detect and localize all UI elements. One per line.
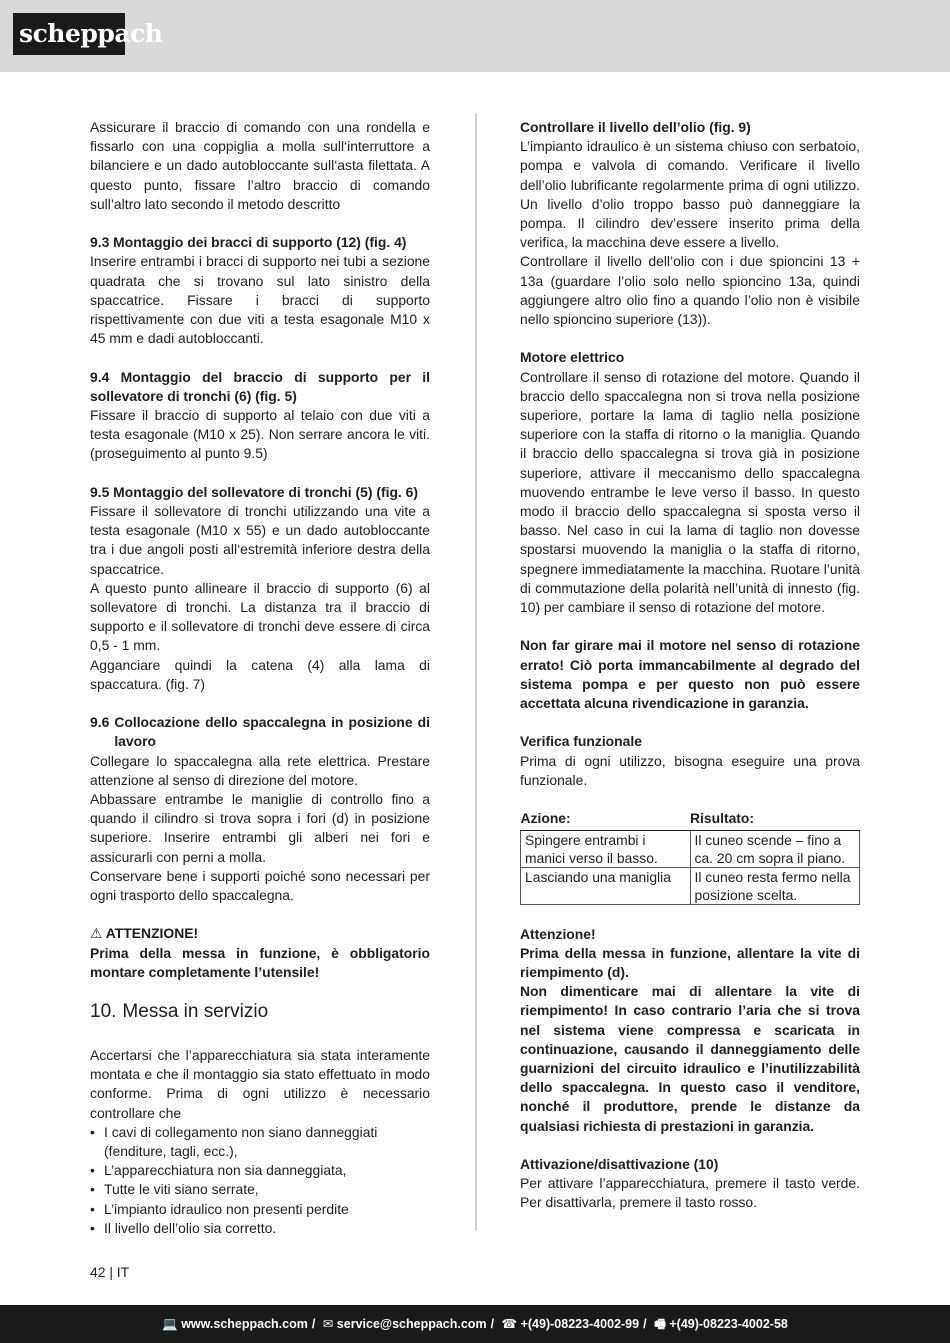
motor-warning: Non far girare mai il motore nel senso di rotazione errato! Ciò porta immancabilmente al degrado del sistema pompa e per questo non può essere accettata alcuna rivendicazione in garanzia. [520,637,860,712]
warning-body: Prima della messa in funzione, è obbligatorio montare completamente l’utensile! [90,944,430,980]
section-9-6-number: 9.6 [90,714,110,731]
motor-body: Controllare il senso di rotazione del motore. Quando il braccio dello spaccalegna non si trova nella posizione superiore, portare la lama di taglio nella posizione superiore con la staffa di ritorno o la maniglia. Quando il braccio dello spaccalegna si trova già in posizione superiore, attivare il meccanismo dello spaccalegna muovendo entrambe le leve verso il basso. In questo modo il braccio dello spaccalegna si sposta verso il basso. Nel caso in cui la lama di taglio non dovesse spostarsi muovendo la maniglia o la staffa di ritorno, spegnere immediatamente la macchina. Ruotare l’unità di commutazione della polarità nell’unità di innesto (fig. 10) per cambiare il senso di rotazione del motore. [520,368,860,616]
table-row [521,868,860,905]
section-10-body: Accertarsi che l’apparecchiatura sia stata interamente montata e che il montaggio sia stato effettuato in modo conforme. Prima di ogni utilizzo è necessario controllare che [90,1047,430,1121]
section-10-heading [90,1000,430,1024]
left-column [90,118,430,1238]
list-item: • L’impianto idraulico non presenti perdite [90,1200,430,1219]
intro-paragraph: Assicurare il braccio di comando con una rondella e fissarlo con una coppiglia a molla sull‘interruttore a bilanciere e un dado autobloccante sull‘asta filettata. A questo punto, fissare l’altro braccio di comando sull’altro lato secondo il metodo descritto [90,119,430,212]
list-item: • L’apparecchiatura non sia danneggiata, [90,1161,430,1180]
footer-separator: / [490,1317,495,1331]
section-10-title: Messa in servizio [122,1001,269,1023]
attention-body-2: Non dimenticare mai di allentare la vite di riempimento! In caso contrario l’aria che si trova nel sistema viene compressa e scaricata in continuazione, causando il danneggiamento delle guarnizioni del circuito idraulico e l’inutilizzabilità dello spaccalegna. In questo caso il venditore, nonché il produttore, prende le distanze da qualsiasi richiesta di prestazioni in garanzia. [520,983,860,1134]
section-9-6-body-2: Abbassare entrambe le maniglie di controllo fino a quando il cilindro si trova sopra i fori (d) in posizione superiore. Inserire entrambi gli alberi nei fori e assicurarli con perni a molla. [90,791,430,865]
footer-separator: / [311,1317,316,1331]
section-9-3-heading: 9.3 Montaggio dei bracci di supporto (12) (fig. 4) [90,234,407,251]
section-9-4-heading: 9.4 Montaggio del braccio di supporto per il sollevatore di tronchi (6) (fig. 5) [90,368,430,404]
section-9-6-title: Collocazione dello spaccalegna in posizione di lavoro [114,714,430,750]
page-number-value: 42 [90,1264,106,1280]
page-number-separator: | [109,1264,113,1280]
phone-number: +(49)-08223-4002-99 [520,1317,640,1331]
website-link[interactable]: www.scheppach.com [181,1317,308,1331]
list-item: • I cavi di collegamento non siano danneggiati (fenditure, tagli, ecc.), [90,1123,430,1161]
column-header-action: Azione: [521,809,691,831]
attention-body-1: Prima della messa in funzione, allentare la vite di riempimento (d). [520,944,860,981]
section-9-5-heading: 9.5 Montaggio del sollevatore di tronchi (5) (fig. 6) [90,483,419,500]
table-cell-result: Il cuneo scende – fino a ca. 20 cm sopra il piano. [690,831,860,868]
table-row [521,831,860,868]
motor-heading: Motore elettrico [520,349,625,366]
section-9-5-body-3: Agganciare quindi la catena (4) alla lama di spaccatura. (fig. 7) [90,656,430,692]
page-language: IT [116,1264,130,1280]
column-header-result: Risultato: [690,809,860,831]
computer-icon: 💻 [162,1317,178,1331]
section-9-4-body: Fissare il braccio di supporto al telaio con due viti a testa esagonale (M10 x 25). Non serrare ancora le viti. (proseguimento al punto 9.5) [90,407,430,462]
table-cell-action: Lasciando una maniglia [521,868,691,905]
phone-icon: ☎ [501,1317,518,1331]
section-10-number: 10. [90,1001,117,1023]
list-item: • Tutte le viti siano serrate, [90,1180,430,1199]
table-cell-result: Il cuneo resta fermo nella posizione scelta. [690,868,860,905]
footer-separator: / [643,1317,647,1331]
section-9-3-body: Inserire entrambi i bracci di supporto nei tubi a sezione quadrata che si trovano sul lato sinistro della spaccatrice. Fissare i bracci di supporto rispettivamente con due viti a testa esagonale M10 x 45 mm e dadi autobloccanti. [90,253,430,347]
footer-contact-bar [0,1305,950,1343]
oil-level-body-2: Controllare il livello dell’olio con i due spioncini 13 + 13a (guardare l’olio solo nello spioncino 13a, quindi aggiungere altro olio fino a quando l’olio non è visibile nello spioncino superiore (13)). [520,253,860,328]
right-column [520,118,860,1213]
function-check-heading: Verifica funzionale [520,733,642,750]
scheppach-logo: scheppach [13,13,125,55]
fax-number: +(49)-08223-4002-58 [669,1317,788,1331]
email-link[interactable]: service@scheppach.com [336,1317,487,1331]
attention-heading: Attenzione! [520,925,596,942]
fax-icon: 🖷 [654,1317,666,1331]
section-9-5-body-1: Fissare il sollevatore di tronchi utilizzando una vite a testa esagonale (M10 x 55) e un dado autobloccante tra i due angoli posti all‘estremità inferiore destra della spaccatrice. [90,503,430,577]
table-cell-action: Spingere entrambi i manici verso il basso. [521,831,691,868]
envelope-icon: ✉ [322,1317,334,1331]
function-check-body: Prima di ogni utilizzo, bisogna eseguire una prova funzionale. [520,752,860,788]
column-divider [475,113,477,1231]
oil-level-heading: Controllare il livello dell’olio (fig. 9) [520,119,751,135]
warning-triangle-icon: ⚠ [90,925,103,942]
on-off-heading: Attivazione/disattivazione (10) [520,1156,719,1173]
function-check-table [520,809,860,905]
check-list [90,1123,430,1238]
oil-level-body-1: L’impianto idraulico è un sistema chiuso con serbatoio, pompa e valvola di comando. Verificare il livello dell’olio lubrificante regolarmente prima di ogni utilizzo. Un livello d’olio troppo basso può danneggiare la pompa. Il cilindro dev’essere inserito prima della verifica, la macchina deve essere a livello. [520,138,860,251]
section-9-6-body-3: Conservare bene i supporti poiché sono necessari per ogni trasporto dello spaccalegna. [90,867,430,904]
warning-heading [90,924,430,943]
on-off-body: Per attivare l’apparecchiatura, premere il tasto verde. Per disattivarla, premere il tasto rosso. [520,1175,860,1211]
page-number [90,1264,129,1280]
warning-label: ATTENZIONE! [105,925,199,942]
list-item: • Il livello dell’olio sia corretto. [90,1219,430,1238]
section-9-6-heading [90,713,430,751]
section-9-5-body-2: A questo punto allineare il braccio di supporto (6) al sollevatore di tronchi. La distanza tra il braccio di supporto e il sollevatore di tronchi deve essere di circa 0,5 - 1 mm. [90,579,430,654]
section-9-6-body-1: Collegare lo spaccalegna alla rete elettrica. Prestare attenzione al senso di direzione del motore. [90,752,430,788]
